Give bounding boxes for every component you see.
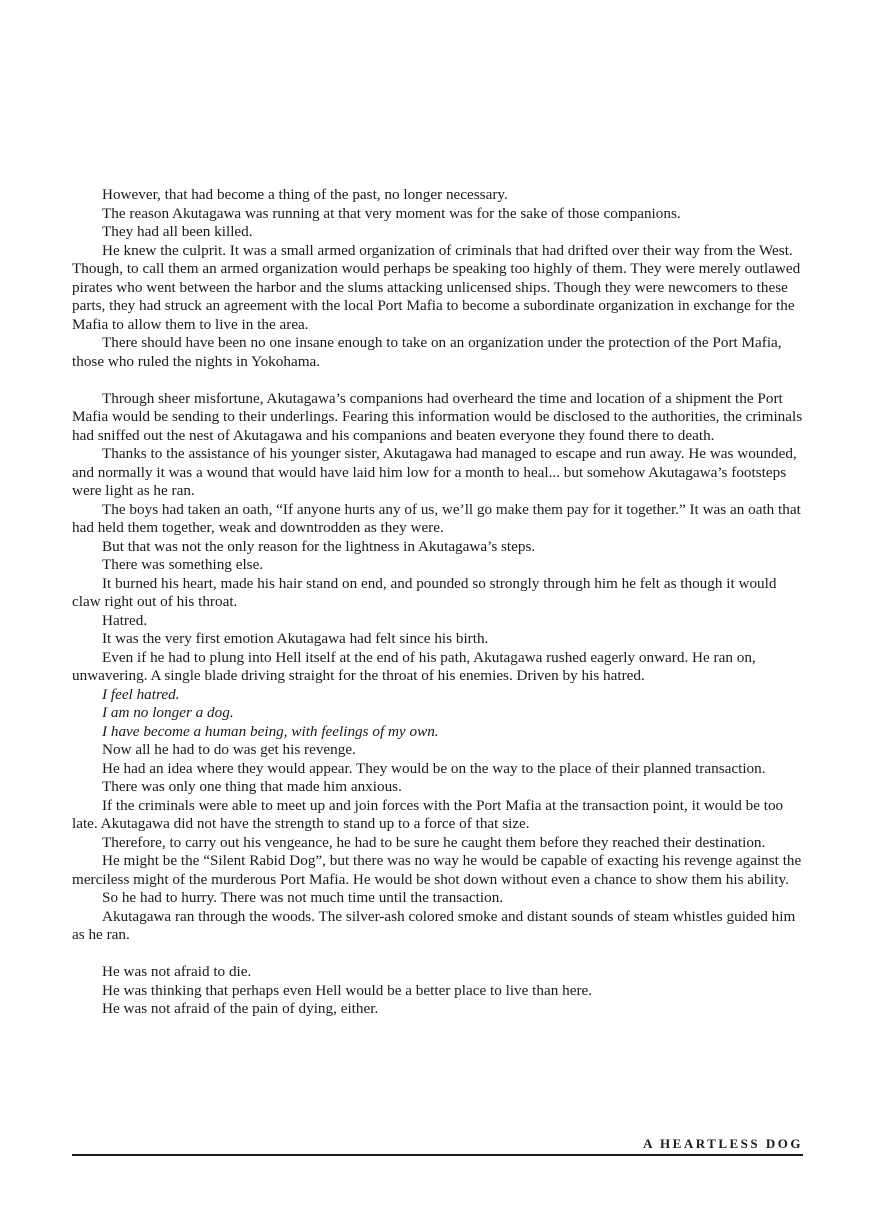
paragraph: He knew the culprit. It was a small armed organization of criminals that had drifted over their way from the West. Though, to call them an armed organization would perhaps be speaking too highly of them. They were merely outlawed pirates who went between the harbor and the slums attacking unlicensed ships. Though they were newcomers to these parts, they had struck an agreement with the local Port Mafia to become a subordinate organization in exchange for the Mafia to allow them to live in the area. [72, 241, 801, 333]
paragraph: Thanks to the assistance of his younger sister, Akutagawa had managed to escape and run away. He was wounded, and normally it was a wound that would have laid him low for a month to heal... but somehow Akutagawa’s footsteps were light as he ran. [72, 445, 797, 499]
paragraph: Now all he had to do was get his revenge. [102, 741, 356, 758]
paragraph: There was something else. [102, 556, 264, 573]
paragraph: I am no longer a dog. [102, 704, 234, 721]
paragraph: It burned his heart, made his hair stand on end, and pounded so strongly through him he felt as though it would claw right out of his throat. [72, 574, 777, 610]
paragraph: Even if he had to plung into Hell itself at the end of his path, Akutagawa rushed eagerly onward. He ran on, unwavering. A single blade driving straight for the throat of his enemies. Driven by his hatred. [72, 648, 756, 684]
running-footer [72, 1136, 803, 1156]
footer-chapter-title: A HEARTLESS DOG [643, 1136, 803, 1151]
paragraph: Through sheer misfortune, Akutagawa’s companions had overheard the time and location of a shipment the Port Mafia would be sending to their underlings. Fearing this information would be disclosed to the authorities, the criminals had sniffed out the nest of Akutagawa and his companions and beaten everyone they found there to death. [72, 389, 803, 444]
paragraph: The boys had taken an oath, “If anyone hurts any of us, we’ll go make them pay for it together.” It was an oath that had held them together, weak and downtrodden as they were. [72, 500, 801, 536]
paragraph: They had all been killed. [102, 223, 253, 240]
paragraph: The reason Akutagawa was running at that very moment was for the sake of those companions. [102, 204, 681, 222]
paragraph: Hatred. [102, 611, 148, 629]
paragraph: He was thinking that perhaps even Hell would be a better place to live than here. [102, 981, 593, 999]
paragraph: Therefore, to carry out his vengeance, he had to be sure he caught them before they reached their destination. [102, 833, 766, 851]
paragraph: There should have been no one insane enough to take on an organization under the protection of the Port Mafia, those who ruled the nights in Yokohama. [72, 334, 782, 370]
text-block [72, 186, 805, 1019]
paragraph: Akutagawa ran through the woods. The silver-ash colored smoke and distant sounds of steam whistles guided him as he ran. [72, 907, 796, 943]
paragraph: There was only one thing that made him anxious. [102, 778, 402, 795]
paragraph: If the criminals were able to meet up and join forces with the Port Mafia at the transaction point, it would be too late. Akutagawa did not have the strength to stand up to a force of that size. [72, 796, 784, 832]
paragraph: He was not afraid of the pain of dying, either. [102, 1000, 379, 1017]
paragraph: So he had to hurry. There was not much time until the transaction. [102, 889, 504, 906]
paragraph: But that was not the only reason for the lightness in Akutagawa’s steps. [102, 537, 536, 555]
paragraph: I feel hatred. [102, 685, 180, 703]
paragraph: He was not afraid to die. [102, 963, 252, 980]
paragraph: He had an idea where they would appear. They would be on the way to the place of their planned transaction. [102, 759, 766, 777]
paragraph-spacer [72, 945, 805, 964]
paragraph: However, that had become a thing of the past, no longer necessary. [102, 186, 508, 203]
paragraph-spacer [72, 371, 805, 390]
paragraph: He might be the “Silent Rabid Dog”, but there was no way he would be capable of exacting his revenge against the merciless might of the murderous Port Mafia. He would be shot down without even a chance to show them his ability. [72, 852, 802, 888]
paragraph: I have become a human being, with feelings of my own. [102, 722, 439, 740]
paragraph: It was the very first emotion Akutagawa had felt since his birth. [102, 630, 489, 647]
footer-rule [72, 1154, 803, 1156]
